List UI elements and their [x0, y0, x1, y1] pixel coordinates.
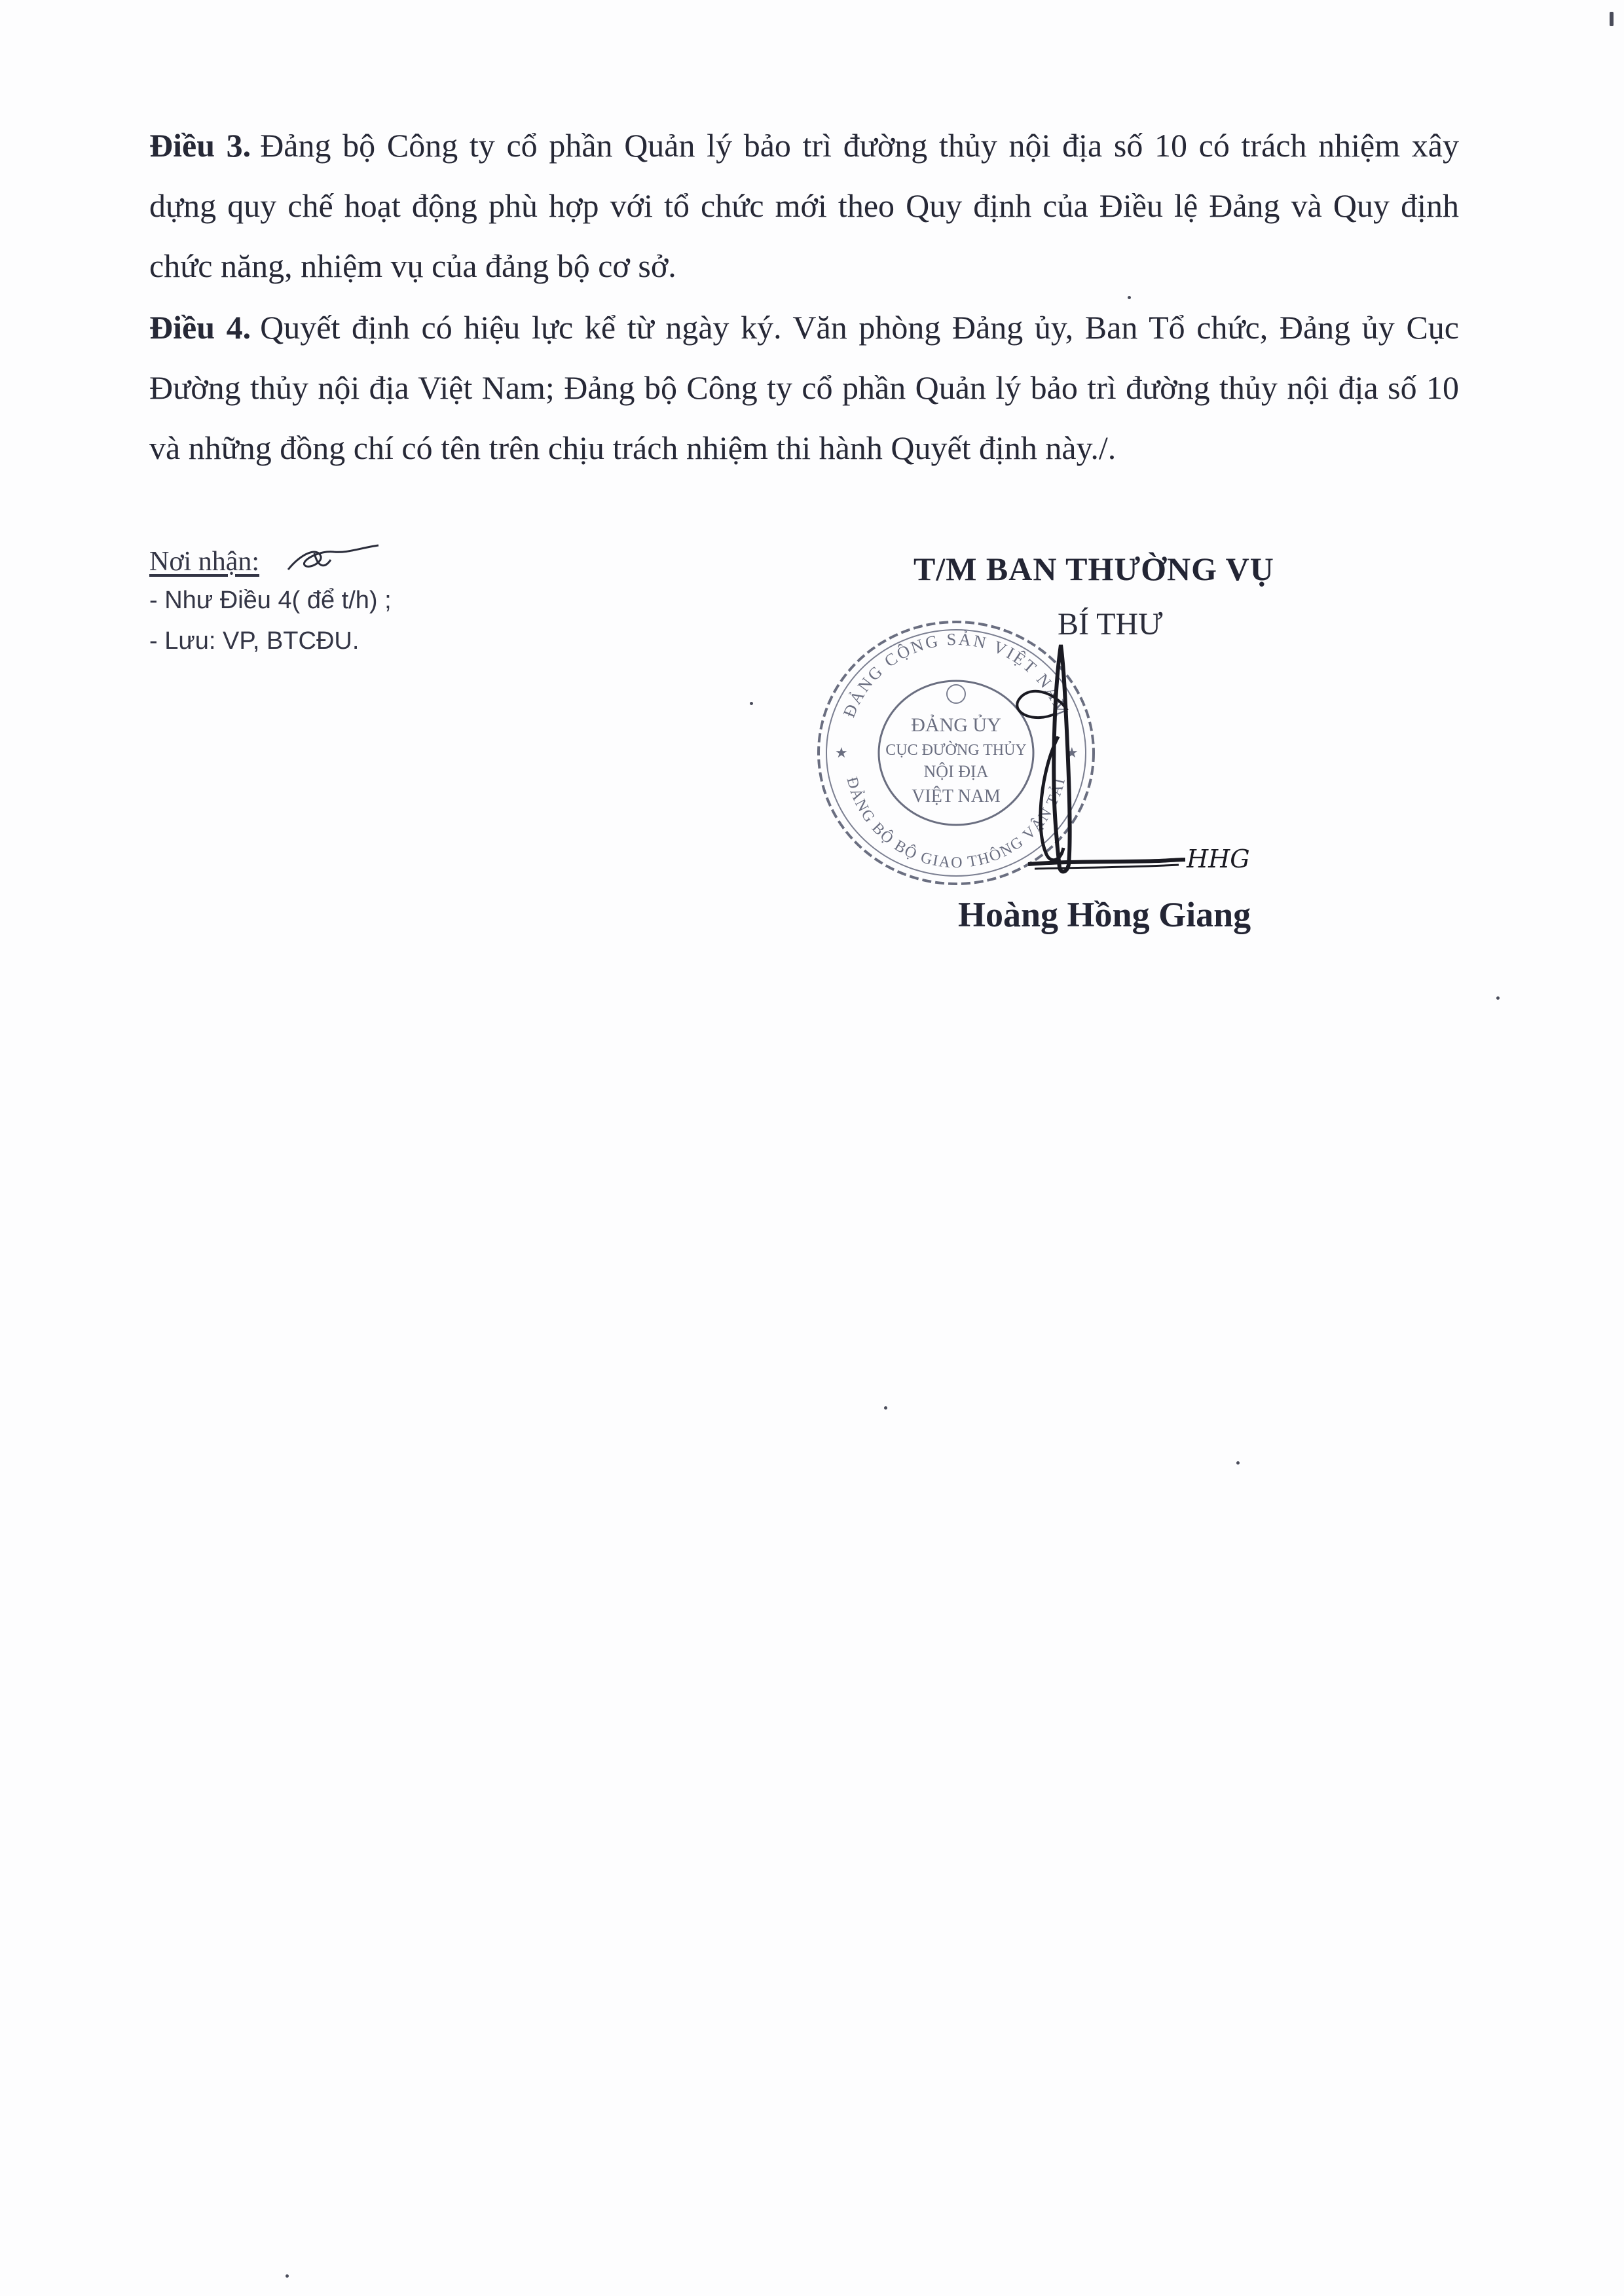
scan-speck: [1236, 1461, 1240, 1465]
signer-role: T/M BAN THƯỜNG VỤ: [913, 551, 1274, 587]
article-3-text: Đảng bộ Công ty cổ phần Quản lý bảo trì đường thủy nội địa số 10 có trách nhiệm xây dựng quy chế hoạt động phù hợp với tổ chức mới theo Quy định của Điều lệ Đảng và Quy định chức năng, nhiệm vụ của đảng bộ cơ sở.: [149, 127, 1459, 284]
recipients-initial-mark: [282, 540, 386, 579]
article-3-label: Điều 3.: [149, 127, 251, 164]
seal-center-line: ĐẢNG ỦY: [911, 714, 1001, 736]
seal-center-line: CỤC ĐƯỜNG THỦY: [885, 742, 1027, 759]
scan-speck: [1610, 12, 1614, 26]
article-4-text: Quyết định có hiệu lực kể từ ngày ký. Văn phòng Đảng ủy, Ban Tổ chức, Đảng ủy Cục Đường thủy nội địa Việt Nam; Đảng bộ Công ty cổ phần Quản lý bảo trì đường thủy nội địa số 10 và những đồng chí có tên trên chịu trách nhiệm thi hành Quyết định này./.: [149, 309, 1459, 466]
seal-center-line: VIỆT NAM: [912, 786, 1001, 807]
scan-speck: [750, 702, 753, 705]
recipients-block: [149, 543, 673, 661]
scan-speck: [884, 1406, 887, 1410]
scan-speck: [1496, 996, 1500, 1000]
recipients-title: Nơi nhận:: [149, 547, 260, 577]
seal-outer-bottom-text: ĐẢNG BỘ BỘ GIAO THÔNG VẬN TẢI: [843, 775, 1069, 872]
signer-title: BÍ THƯ: [1058, 607, 1163, 642]
seal-center-line: NỘI ĐỊA: [923, 762, 989, 781]
article-4: [149, 297, 1459, 478]
article-3: [149, 115, 1459, 296]
seal-outer-top-text: ĐẢNG CỘNG SẢN VIỆT NAM: [839, 629, 1073, 720]
handwritten-signature: [1015, 638, 1303, 887]
signature-initials: HHG: [1187, 845, 1250, 873]
articles-section: [149, 115, 1459, 479]
recipient-item: - Lưu: VP, BTCĐU.: [149, 627, 360, 655]
scan-speck: [286, 2274, 289, 2278]
signer-name: Hoàng Hồng Giang: [958, 895, 1251, 934]
recipient-item: - Như Điều 4( để t/h) ;: [149, 587, 392, 614]
scan-speck: [1128, 296, 1131, 299]
article-4-label: Điều 4.: [149, 309, 251, 346]
svg-text:★: ★: [835, 745, 848, 761]
svg-text:★: ★: [1065, 745, 1079, 761]
